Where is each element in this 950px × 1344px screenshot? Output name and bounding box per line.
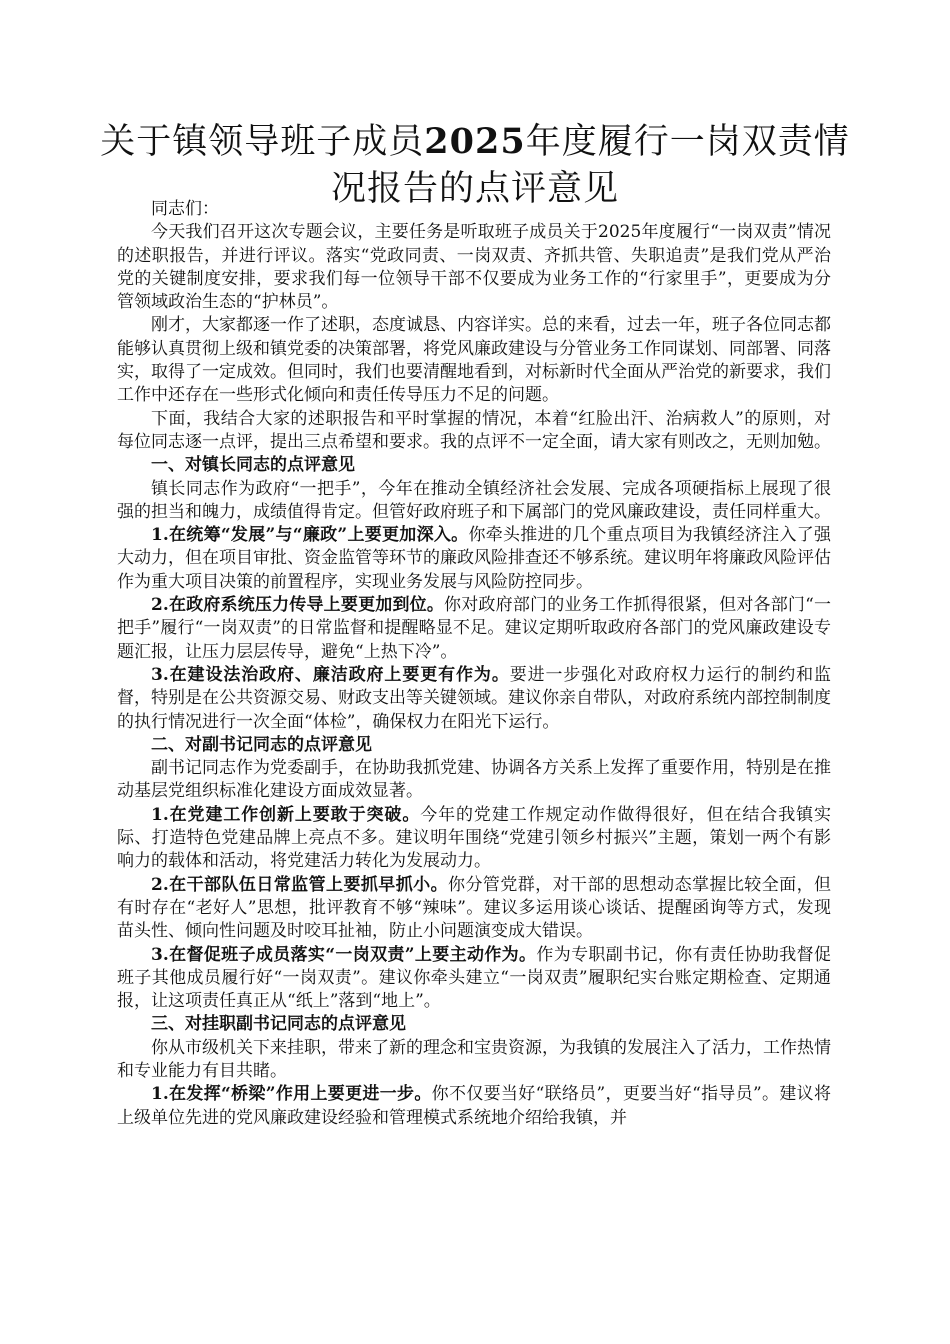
intro-paragraph: 下面，我结合大家的述职报告和平时掌握的情况，本着“红脸出汗、治病救人”的原则，对每位同志逐一点评，提出三点希望和要求。我的点评不一定全面，请大家有则改之，无则加勉。 [117, 408, 831, 452]
comment-item [117, 1083, 831, 1130]
comment-item-title: 2.在干部队伍日常监管上要抓早抓小。 [151, 874, 449, 895]
comment-item-text: 你不仅要当好“联络员”，更要当好“指导员”。建议将上级单位先进的党风廉政建设经验和管理模式系统地介绍给我镇，并 [117, 1084, 831, 1128]
intro-paragraph: 刚才，大家都逐一作了述职，态度诚恳、内容详实。总的来看，过去一年，班子各位同志都能够认真贯彻上级和镇党委的决策部署，将党风廉政建设与分管业务工作同谋划、同部署、同落实，取得了一定成效。但同时，我们也要清醒地看到，对标新时代全面从严治党的新要求，我们工作中还存在一些形式化倾向和责任传导压力不足的问题。 [117, 315, 831, 406]
comment-item-title: 2.在政府系统压力传导上要更加到位。 [151, 595, 445, 616]
comment-item [117, 594, 831, 664]
section-lead: 副书记同志作为党委副手，在协助我抓党建、协调各方关系上发挥了重要作用，特别是在推动基层党组织标准化建设方面成效显著。 [117, 758, 831, 802]
comment-item-text: 作为专职副书记，你有责任协助我督促班子其他成员履行好“一岗双责”。建议你牵头建立“一岗双责”履职纪实台账定期检查、定期通报，让这项责任真正从“纸上”落到“地上”。 [117, 944, 831, 1012]
section-heading: 二、对副书记同志的点评意见 [151, 734, 372, 755]
comment-item-text: 今年的党建工作规定动作做得很好，但在结合我镇实际、打造特色党建品牌上亮点不多。建议明年围绕“党建引领乡村振兴”主题，策划一两个有影响力的载体和活动，将党建活力转化为发展动力。 [117, 804, 832, 872]
title-line2: 况报告的点评意见 [330, 169, 619, 209]
comment-item-title: 3.在督促班子成员落实“一岗双责”上要主动作为。 [151, 944, 537, 965]
comment-item [117, 664, 831, 734]
comment-item-text: 你分管党群，对干部的思想动态掌握比较全面，但有时存在“老好人”思想，批评教育不够“辣味”。建议多运用谈心谈话、提醒函询等方式，发现苗头性、倾向性问题及时咬耳扯袖，防止小问题演变成大错误。 [117, 874, 832, 942]
document-body [117, 198, 831, 1130]
comment-item-title: 1.在发挥“桥梁”作用上要更进一步。 [151, 1084, 432, 1105]
section-lead: 你从市级机关下来挂职，带来了新的理念和宝贵资源，为我镇的发展注入了活力，工作热情和专业能力有目共睹。 [117, 1037, 831, 1081]
title-year: 2025 [424, 121, 526, 162]
comment-item [117, 804, 831, 874]
comment-item-text: 要进一步强化对政府权力运行的制约和监督，特别是在公共资源交易、财政支出等关键领域。建议你亲自带队，对政府系统内部控制制度的执行情况进行一次全面“体检”，确保权力在阳光下运行。 [117, 664, 832, 732]
intro-paragraph: 今天我们召开这次专题会议，主要任务是听取班子成员关于2025年度履行“一岗双责”情况的述职报告，并进行评议。落实“党政同责、一岗双责、齐抓共管、失职追责”是我们党从严治党的关键制度安排，要求我们每一位领导干部不仅要成为业务工作的“行家里手”，更要成为分管领域政治生态的“护林员”。 [117, 222, 831, 313]
salutation: 同志们： [151, 199, 219, 219]
comment-item [117, 944, 831, 1014]
title-line1-post: 年度履行一岗双责情 [525, 122, 850, 162]
comment-item-title: 3.在建设法治政府、廉洁政府上要更有作为。 [151, 664, 510, 685]
comment-item-text: 你牵头推进的几个重点项目为我镇经济注入了强大动力，但在项目审批、资金监管等环节的廉政风险排查还不够系统。建议明年将廉政风险评估作为重大项目决策的前置程序，实现业务发展与风险防控同步。 [117, 525, 831, 592]
comment-item [117, 874, 831, 944]
section-heading: 一、对镇长同志的点评意见 [151, 455, 355, 476]
title-line1-pre: 关于镇领导班子成员 [100, 122, 425, 162]
section-lead: 镇长同志作为政府“一把手”，今年在推动全镇经济社会发展、完成各项硬指标上展现了很强的担当和魄力，成绩值得肯定。但管好政府班子和下属部门的党风廉政建设，责任同样重大。 [117, 478, 831, 522]
section-heading: 三、对挂职副书记同志的点评意见 [151, 1014, 406, 1035]
comment-item-title: 1.在统筹“发展”与“廉政”上要更加深入。 [151, 525, 469, 546]
comment-item-text: 你对政府部门的业务工作抓得很紧，但对各部门“一把手”履行“一岗双责”的日常监督和提醒略显不足。建议定期听取政府各部门的党风廉政建设专题汇报，让压力层层传导，避免“上热下冷”。 [117, 595, 831, 662]
comment-item [117, 524, 831, 594]
comment-item-title: 1.在党建工作创新上要敢于突破。 [151, 804, 421, 825]
